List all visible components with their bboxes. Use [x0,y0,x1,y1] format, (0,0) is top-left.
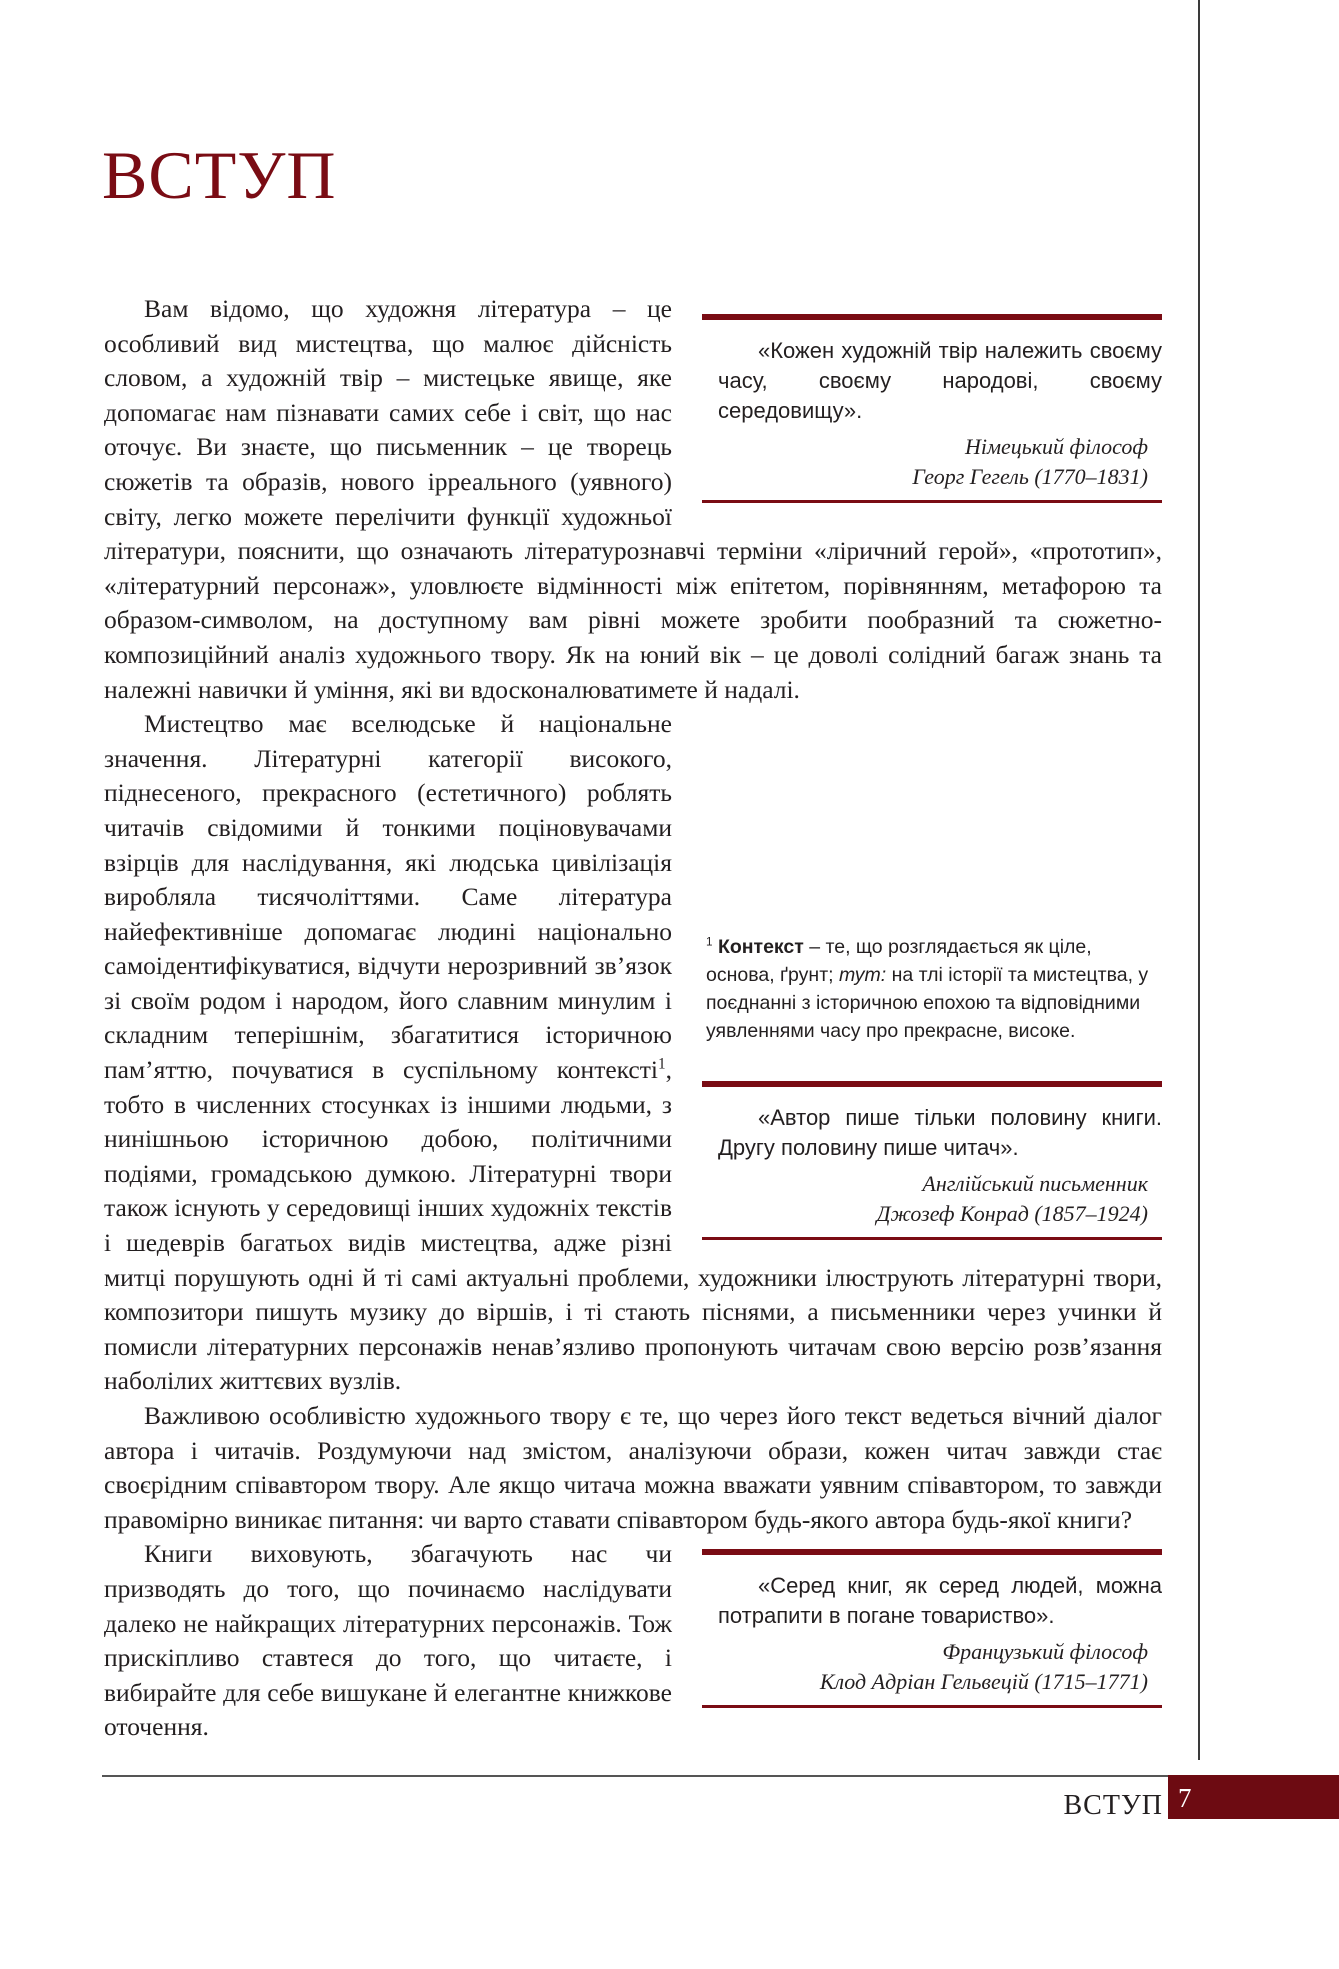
paragraph-1: Вам відомо, що художня література – це особливий вид мистецтва, що малює дійсність словом, а художній твір – мистецьке явище, яке допомагає нам пізнавати самих себе і світ, що нас оточує. Ви знаєте, що письменник – це творець сюжетів та образів, нового ірреального (уявного) світу, легко можете перелічити функції художньої літератури, пояснити, що означають літературознавчі терміни «ліричний герой», «прототип», «літературний персонаж», уловлюєте відмінності між епітетом, порівнянням, метафорою та образом-символом, на доступному вам рівні можете зробити пообразний та сюжетно-композиційний аналіз художнього твору. Як на юний вік – це доволі солідний багаж знань та належні навички й уміння, які ви вдосконалюватимете й надалі. [104,294,1162,704]
quote-author-role: Англійський письменник [922,1171,1148,1197]
quote-text: «Кожен художній твір належить своєму часу, своєму народові, своєму середовищу». [718,338,1162,423]
footer-rule [102,1775,1200,1777]
footnote-box [702,911,1162,1067]
zigzag-border-bottom [702,1057,1162,1067]
quote-conrad [702,1081,1162,1240]
quote-author-name: Джозеф Конрад (1857–1924) [876,1201,1148,1227]
page-number: 7 [1178,1783,1192,1813]
quote-author-role: Французький філософ [942,1639,1148,1665]
page-title: ВСТУП [102,137,337,213]
footnote-tut: тут: [838,964,887,987]
page-number-block [1168,1775,1339,1819]
quote-author-name: Клод Адріан Гельвецій (1715–1771) [819,1669,1148,1695]
quote-author-role: Німецький філософ [964,434,1148,459]
paragraph-4: Книги виховують, збагачують нас чи призводять до того, що починаємо наслідувати далеко не найкращих літературних персонажів. Тож прискіпливо ставтеся до того, що читаєте, і вибирайте для себе вишукане й елегантне книжкове оточення. [104,1539,672,1742]
paragraph-3: Важливою особливістю художнього твору є те, що через його текст ведеться вічний діалог автора і читачів. Роздумуючи над змістом, аналізуючи образи, кожен читач завжди стає своєрідним співавтором твору. Але якщо читача можна вважати уявним співавтором, то завжди правомірно виникає питання: чи варто ставати співавтором будь-якого автора будь-якої книги? [104,1401,1162,1534]
footnote-and-quote-conrad [702,911,1162,1240]
quote-hegel [702,314,1162,503]
quote-text: «Серед книг, як серед людей, можна потрапити в погане товариство». [718,1573,1162,1629]
footer-section-label: ВСТУП [1063,1790,1163,1821]
footnote-number: 1 [706,935,713,949]
quote-helvetius [702,1549,1162,1708]
footnote-text [706,929,1162,1049]
footnote-ref: 1 [657,1055,666,1073]
zigzag-border-top [702,911,1162,921]
footnote-definition: – те, що розглядається як ціле, основа, ґрунт; [706,936,1092,987]
footnote-definition-rest: на тлі історії та мистецтва, у поєднанні з історичною епохою та відповідними уявленнями часу про прекрасне, високе. [706,964,1149,1043]
footnote-term: Контекст [717,936,804,959]
main-text [104,292,1162,1745]
paragraph-2: Мистецтво має вселюдське й національне значення. Літературні категорії високого, піднесеного, прекрасного (естетичного) роблять читачів свідомими й тонкими поціновувачами взірців для наслідування, які людська цивілізація виробляла тисячоліттями. Саме література найефективніше допомагає людині національно самоідентифікуватися, відчути нерозривний зв’язок зі своїм родом і народом, його славним минулим і складним теперішнім, збагатитися історичною пам’яттю, почуватися в суспільному контексті$^1$, тобто в численних стосунках із іншими людьми, з нинішньою історичною добою, політичними подіями, громадською думкою. Літературні твори також існують у середовищі інших художніх текстів і шедеврів багатьох видів мистецтва, адже різні митці порушують одні й ті самі актуальні проблеми, художники ілюструють літературні твори, композитори пишуть музику до віршів, і ті стають піснями, а письменники через учинки й помисли літературних персонажів ненав’язливо пропонують читачам свою версію розв’язання наболілих життєвих вузлів. [104,709,1162,1396]
margin-rule [1198,0,1200,1760]
quote-text: «Автор пише тільки половину книги. Другу половину пише читач». [718,1105,1162,1161]
quote-author-name: Георг Гегель (1770–1831) [912,464,1148,489]
